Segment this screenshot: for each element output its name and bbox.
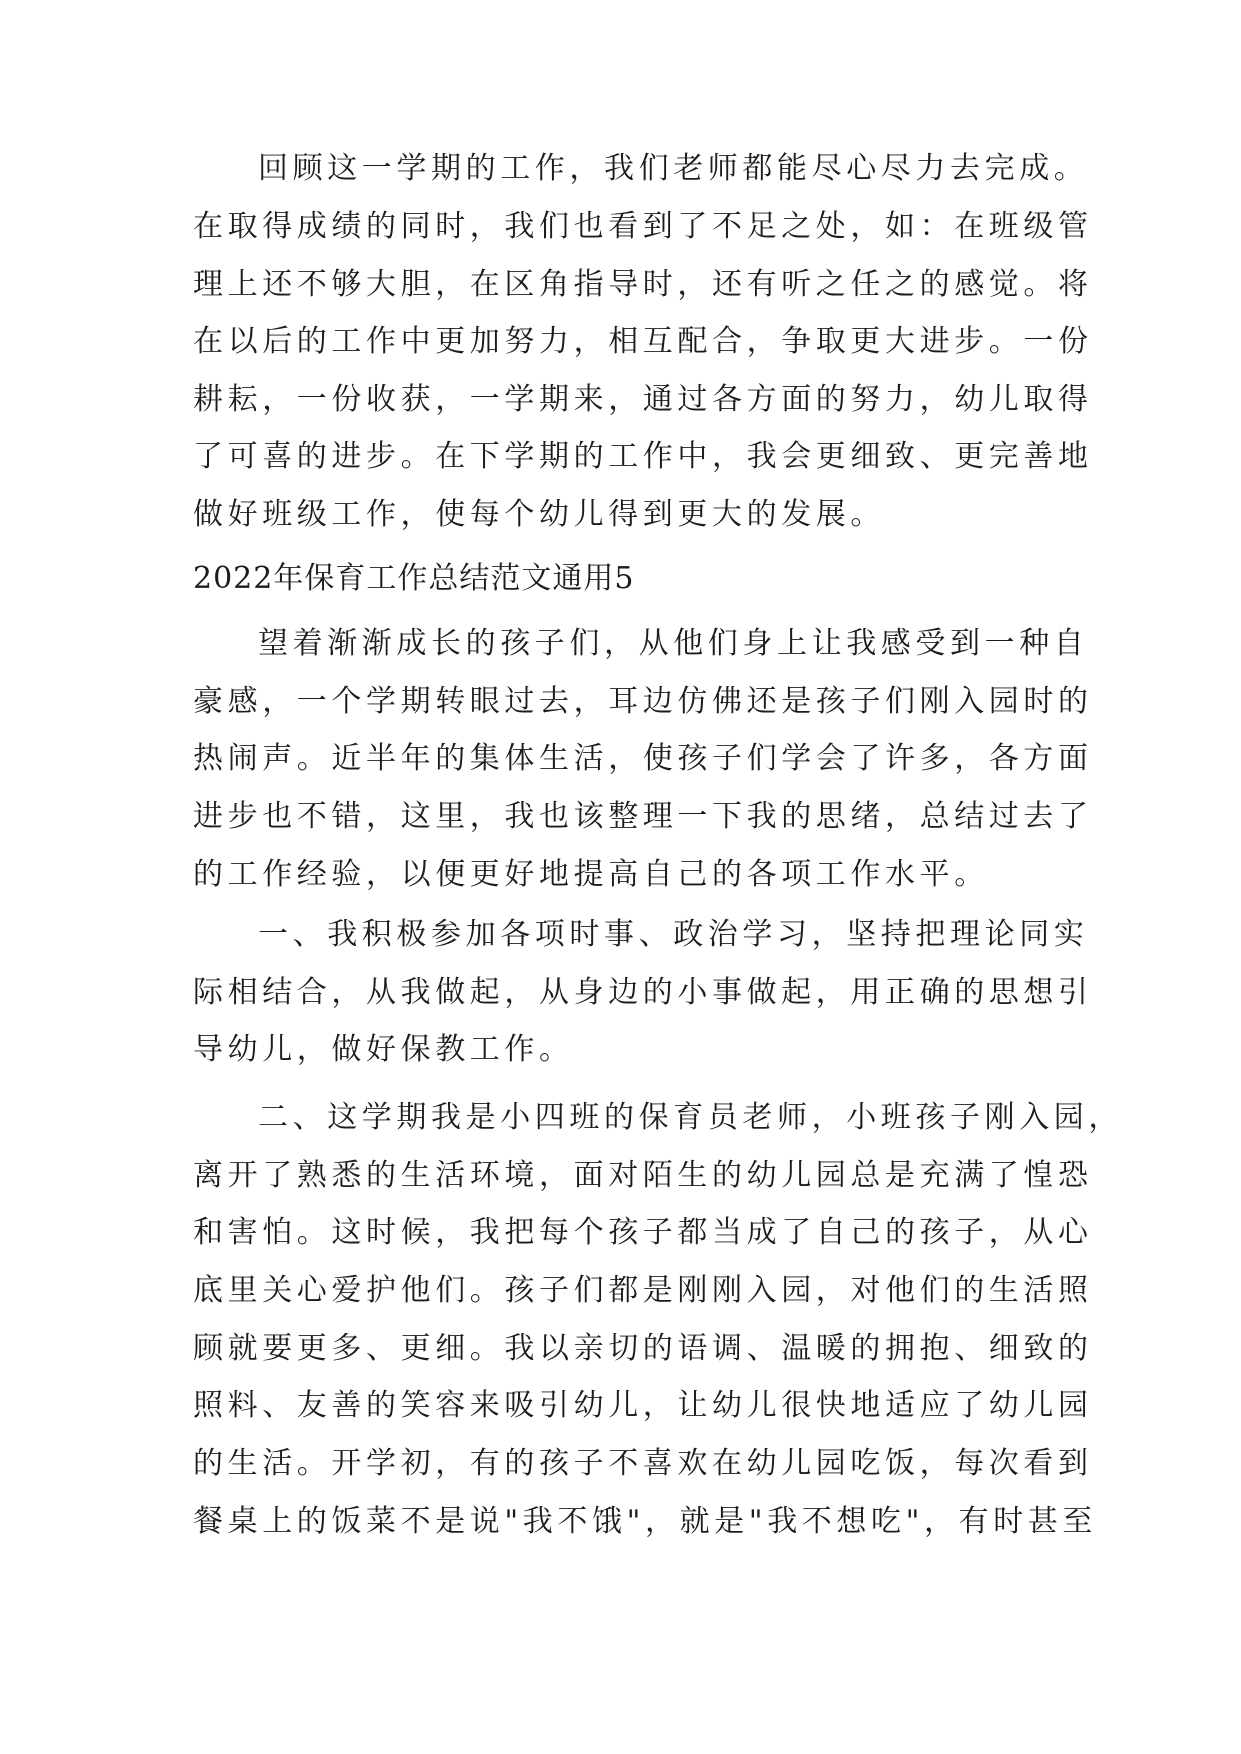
paragraph-line: 进步也不错，这里，我也该整理一下我的思绪，总结过去了 xyxy=(193,799,1093,834)
paragraph-line: 热闹声。近半年的集体生活，使孩子们学会了许多，各方面 xyxy=(193,741,1093,776)
paragraph-line: 餐桌上的饭菜不是说"我不饿"，就是"我不想吃"，有时甚至 xyxy=(193,1504,1097,1539)
paragraph-line: 的工作经验，以便更好地提高自己的各项工作水平。 xyxy=(193,857,989,892)
paragraph-line: 导幼儿，做好保教工作。 xyxy=(193,1032,574,1067)
paragraph-line: 耕耘，一份收获，一学期来，通过各方面的努力，幼儿取得 xyxy=(193,382,1093,417)
paragraph-line: 望着渐渐成长的孩子们，从他们身上让我感受到一种自 xyxy=(258,626,1089,661)
paragraph-line: 和害怕。这时候，我把每个孩子都当成了自己的孩子，从心 xyxy=(193,1215,1093,1250)
paragraph-line: 离开了熟悉的生活环境，面对陌生的幼儿园总是充满了惶恐 xyxy=(193,1158,1093,1193)
paragraph-line: 顾就要更多、更细。我以亲切的语调、温暖的拥抱、细致的 xyxy=(193,1331,1093,1366)
section-heading: 2022年保育工作总结范文通用5 xyxy=(193,561,635,596)
paragraph-line: 理上还不够大胆，在区角指导时，还有听之任之的感觉。将 xyxy=(193,267,1093,302)
paragraph-line: 照料、友善的笑容来吸引幼儿，让幼儿很快地适应了幼儿园 xyxy=(193,1388,1093,1423)
paragraph-line: 二、这学期我是小四班的保育员老师，小班孩子刚入园， xyxy=(258,1100,1123,1135)
paragraph-line: 做好班级工作，使每个幼儿得到更大的发展。 xyxy=(193,497,885,532)
paragraph-line: 回顾这一学期的工作，我们老师都能尽心尽力去完成。 xyxy=(258,151,1089,186)
paragraph-line: 在以后的工作中更加努力，相互配合，争取更大进步。一份 xyxy=(193,324,1093,359)
paragraph-line: 一、我积极参加各项时事、政治学习，坚持把理论同实 xyxy=(258,917,1089,952)
paragraph-line: 底里关心爱护他们。孩子们都是刚刚入园，对他们的生活照 xyxy=(193,1273,1093,1308)
paragraph-line: 豪感，一个学期转眼过去，耳边仿佛还是孩子们刚入园时的 xyxy=(193,684,1093,719)
paragraph-line: 了可喜的进步。在下学期的工作中，我会更细致、更完善地 xyxy=(193,439,1093,474)
paragraph-line: 际相结合，从我做起，从身边的小事做起，用正确的思想引 xyxy=(193,975,1093,1010)
paragraph-line: 的生活。开学初，有的孩子不喜欢在幼儿园吃饭，每次看到 xyxy=(193,1446,1093,1481)
paragraph-line: 在取得成绩的同时，我们也看到了不足之处，如：在班级管 xyxy=(193,209,1093,244)
